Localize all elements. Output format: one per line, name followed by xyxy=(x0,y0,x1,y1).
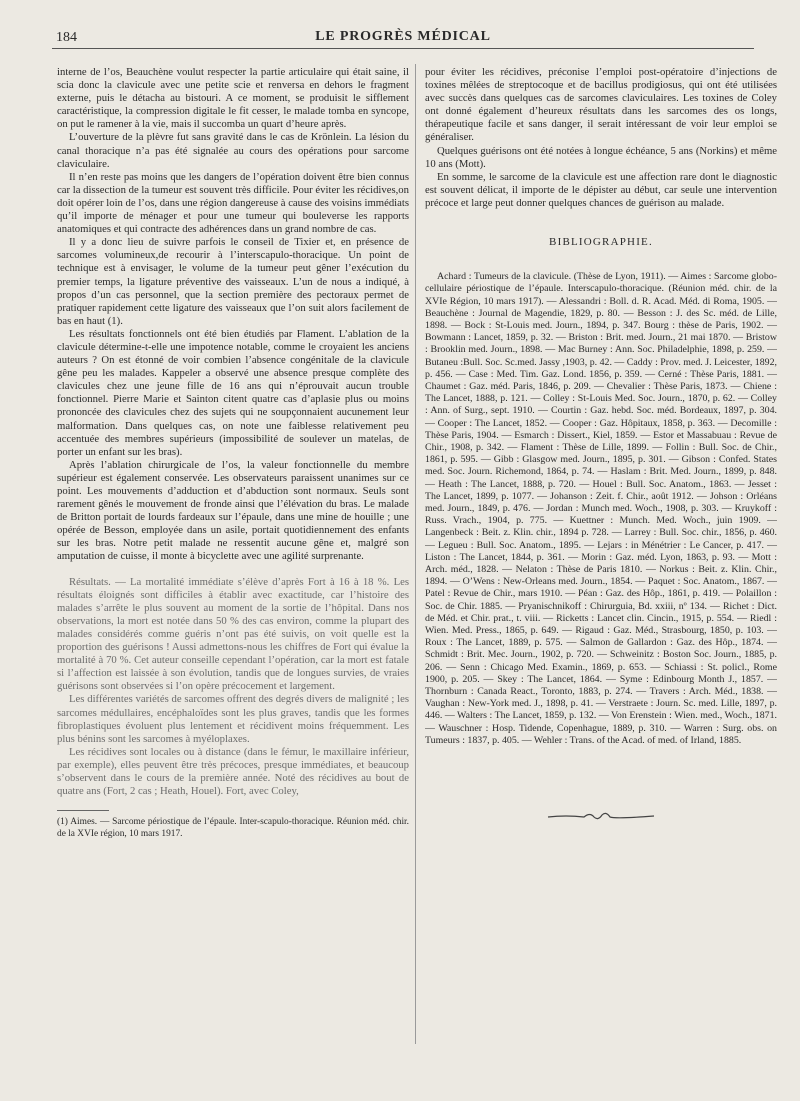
results-paragraph: Résultats. — La mortalité immédiate s’élève d’après Fort à 16 à 18 %. Les résultats éloignés sont difficiles à établir avec exactitude, car l’histoire des malades s’arrête le plus souvent au moment de la sortie de l’hôpital. Dans nos observations, la mort est notée dans 50 % des cas environ, comme la plupart des malades considérés comme guéris n’ont pas été suivis, on voit quelle est la proportion des guérisons ! Aussi admettons-nous les chiffres de Fort qui évalue la mortalité à 70 %. Cet auteur conseille cependant l’opération, car la mort est fatale si l’affection est laissée à son évolution, tandis que de longues survies, de vraies guérisons sont observées si l’on opère précocement et largement. xyxy=(57,575,409,693)
footnote-divider xyxy=(57,810,109,811)
body-paragraph: pour éviter les récidives, préconise l’emploi post-opératoire d’injections de toxines mêlées de streptocoque et de bacillus prodigiosus, qui ont été utilisées avec succès dans quelques cas de sarcomes claviculaires. Les toxines de Coley ont donné également d’heureux résultats dans les sarcomes des os longs, thérapeutique facile et sans danger, il serait intéressant de voir leur emploi se généraliser. xyxy=(425,66,777,144)
running-header xyxy=(52,26,754,49)
page-number: 184 xyxy=(56,30,77,45)
body-paragraph: Les récidives sont locales ou à distance (dans le fémur, le maxillaire inférieur, par exemple), elles peuvent être très précoces, presque immédiates, et beaucoup s’observent dans le cours de la première année. Noté des récidives au bout de quatre ans (Fort, 2 cas ; Heath, Houel). Fort, avec Coley, xyxy=(57,745,409,798)
ornament-flourish xyxy=(425,809,777,829)
bibliography-entries: Achard : Tumeurs de la clavicule. (Thèse de Lyon, 1911). — Aimes : Sarcome globo-cellulaire périostique de l’épaule. Interscapulo-thoracique. (Réunion méd. chir. de la XVIe Région, 10 mars 1917). — Alessandri : Boll. d. R. Acad. Méd. di Roma, 1905. — Beauchène : Journal de Magendie, 1829, p. 80. — Besson : J. des Sc. méd. de Lille, 1898. — Bock : St-Louis med. Journ., 1894, p. 347. Bourg : thèse de Paris, 1902. — Bowmann : Lancet, 1859, p. 32. — Briston : Brit. med. Journ., 21 mai 1870. — Bristow : Brooklin med. Journ., 1898. — Mac Burney : Ann. Soc. Philadelphie, 1898, p. 259. — Butaneu :Bull. Soc. Sc.med. Jassy ,1903, p. 42. — Caddy : Prov. med. J. Leicester, 1892, p. 456. — Case : Med. Tim. Gaz. Lond. 1856, p. 359. — Cerné : Thèse Paris, 1881. — Chaumet : Gaz. méd. Paris, 1846, p. 209. — Chevalier : Thèse Paris, 1873. — Chiene : The Lancet, 1888, p. 121. — Colley : St-Louis Med. Soc. Journ., 1870, p. 62. — Colley : Ann. of Surg., sept. 1910. — Courtin : Gaz. hebd. Soc. méd. Bordeaux, 1897, p. 304. — Cooper : The Lancet, 1852. — Cooper : Gaz. Hôpitaux, 1858, p. 363. — Decomille : Thèse Paris, 1904. — Esmarch : Dissert., Kiel, 1859. — Estor et Massabuau : Revue de Chir., 1908, p. 342. — Flament : Thèse de Lille, 1899. — Follin : Bull. Soc. de Chir., 1861, p. 595. — Gibb : Glasgow med. Journ., 1895, p. 301. — Gibson : Confed. States med. Soc. Journ. Richemond, 1864, p. 74. — Haslam : Brit. Med. Journ., 1899, p. 848. — Heath : The Lancet, 1888, p. 720. — Houel : Bull. Soc. Anatom., 1863. — Jesset : The Lancet, 1899, p. 1077. — Johanson : Zeit. f. Chir., août 1912. — Johson : Orléans med. Journ., 1849, p. 476. — Jordan : Munch med. Woch., 1908, p. 303. — Kruykoff : Russ. Vrach., 1904, p. 775. — Kuettner : Munch. Med. Woch., juin 1909. — Langenbeck : Beit. z. Klin. chir., 1894 p. 728. — Larrey : Bull. Soc. chir., 1856, p. 460. — Legueu : Bull. Soc. Anatom., 1895. — Lejars : in Ménétrier : Le Cancer, p. 417. — Liston : The Lancet, 1844, p. 361. — Morin : Gaz. méd. Lyon, 1863, p. 93. — Mott : Arch. méd., 1828. — Nelaton : Thèse de Paris 1810. — Norkus : Beit. z. Klin. Chir., 1894. — O’Wens : New-Orleans med. Journ., 1854. — Paquet : Soc. Anatom., 1867. — Patel : Revue de Chir., mars 1910. — Péan : Gaz. des Hôp., 1861, p. 419. — Polaillon : Soc. de Chir. 1885. — Pryanischnikoff : Chirurguia, Bd. xxiii, nº 134. — Richet : Dict. de Méd. et Chir. prat., t. viii. — Ricketts : Lancet clin. Cincin., 1915, p. 554. — Riedl : Wien. Med. Press., 1865, p. 649. — Rigaud : Gaz. Méd., Strasbourg, 1850, p. 103. — Roux : The Lancet, 1889, p. 575. — Salmon de Gallardon : Gaz. des Hôp., 1874. — Schmidt : Brit. Mec. Journ., 1902, p. 720. — Schweinitz : Boston Soc. Journ., 1885, p. 206. — Senn : Chicago Med. Examin., 1869, p. 653. — Schiassi : St. policl., Rome 1900, p. 205. — Skey : The Lancet, 1864. — Syme : Edinbourg Month J., 1857. — Thornburn : Canada React., Toronto, 1883, p. 274. — Travers : Arch. Méd., 1838. — Vaughan : New-York med. J., 1898, p. 41. — Verstraete : Journ. Sc. med. Lille, 1897, p. 446. — Walters : The Lancet, 1859, p. 132. — Von Erenstein : Wien. med., Woch., 1871. — Wauschner : Hosp. Tidende, Copenhague, 1889, p. 310. — Warren : Surg. obs. on Tumeurs : 1837, p. 405. — Wehler : Trans. of the Acad. of med. of Irland, 1885. xyxy=(425,271,777,746)
column-divider xyxy=(415,64,416,1044)
left-column xyxy=(57,66,409,1081)
flourish-icon xyxy=(546,809,656,823)
journal-title: LE PROGRÈS MÉDICAL xyxy=(315,29,491,44)
right-column xyxy=(425,66,777,1081)
body-paragraph: Quelques guérisons ont été notées à longue échéance, 5 ans (Norkins) et même 10 ans (Mott). xyxy=(425,144,777,170)
body-paragraph: Il n’en reste pas moins que les dangers de l’opération doivent être bien connus car la dissection de la tumeur est souvent très difficile. Pour éviter les récidives,on doit opérer loin de l’os, dans une région dangereuse à cause des voisins immédiats qu’il importe de ménager et pour une tumeur qui bouleverse les rapports anatomiques et qui contracte des adhérences dans un grand nombre de cas. xyxy=(57,170,409,236)
body-paragraph: Les différentes variétés de sarcomes offrent des degrés divers de malignité ; les sarcomes médullaires, encéphaloïdes sont les plus graves, tandis que les formes fibroplastiques évoluent plus lentement et récidivent moins fréquemment. Les plus bénins sont les sarcomes à myéloplaxes. xyxy=(57,693,409,745)
body-paragraph: interne de l’os, Beauchène voulut respecter la partie articulaire qui était saine, il scia donc la clavicule avec une petite scie et renversa en dehors le fragment externe, puis le détacha au bistouri. A ce moment, se produisit le sifflement caractéristique, la compression digitale le fit cesser, le malade tomba en syncope, on put le ramener à la vie, mais il succomba un quart d’heure après. xyxy=(57,66,409,131)
bibliography-heading: BIBLIOGRAPHIE. xyxy=(549,236,653,249)
body-paragraph: L’ouverture de la plèvre fut sans gravité dans le cas de Krönlein. La lésion du canal thoracique n’a pas été signalée au cours des opérations pour sarcome claviculaire. xyxy=(57,131,409,170)
footnote: (1) Aimes. — Sarcome périostique de l’épaule. Inter-scapulo-thoracique. Réunion méd. chir. de la XVIe région, 10 mars 1917. xyxy=(57,817,409,839)
body-paragraph: Il y a donc lieu de suivre parfois le conseil de Tixier et, en présence de sarcomes volumineux,de recourir à l’interscapulo-thoracique. Un point de technique est à envisager, le volume de la tumeur peut gêner l’exécution du premier temps, la ligature préventive des vaisseaux. L’un de nous a indiqué, à propos d’un cas personnel, que la section première des pectoraux permet de pratiquer rapidement cette ligature des vaisseaux que l’on suit alors facilement de bas en haut (1). xyxy=(57,236,409,327)
body-paragraph: Les résultats fonctionnels ont été bien étudiés par Flament. L’ablation de la clavicule détermine-t-elle une impotence notable, comme le croyaient les anciens auteurs ? On est étonné de voir combien l’absence congénitale de la clavicule gêne peu les malades. Kappeler a observé une absence presque complète des clavicules chez une jeune fille de 16 ans qui n’éprouvait aucun trouble fonctionnel. Pierre Marie et Sainton citent quatre cas d’aplasie plus ou moins prononcée des clavicules chez des sujets qui ne soupçonnaient aucunement leur malformation. Dans quelques cas, on note une faiblesse relativement peu accentuée des membres supérieurs (impossibilité de soulever un matelas, de porter un enfant sur les bras). xyxy=(57,327,409,458)
body-paragraph: Après l’ablation chirurgicale de l’os, la valeur fonctionnelle du membre supérieur est également conservée. Les observateurs paraissent unanimes sur ce point. Les mouvements d’adduction et d’abduction sont normaux. Seuls sont rarement gênés le mouvement de fronde ainsi que l’élévation du bras. Le malade de Britton portait de lourds fardeaux sur l’épaule, dans une mine de houille ; une opérée de Besson, employée dans un asile, portait quotidiennement des enfants sur les bras. Notre petit malade ne ressentit aucune gêne et, malgré son amputation de cuisse, il monte à bicyclette avec une agilité surprenante. xyxy=(57,458,409,563)
body-paragraph: En somme, le sarcome de la clavicule est une affection rare dont le diagnostic est souvent délicat, il importe de le dépister au début, car seule une intervention précoce et large peut donner quelques chances de guérison au malade. xyxy=(425,170,777,209)
